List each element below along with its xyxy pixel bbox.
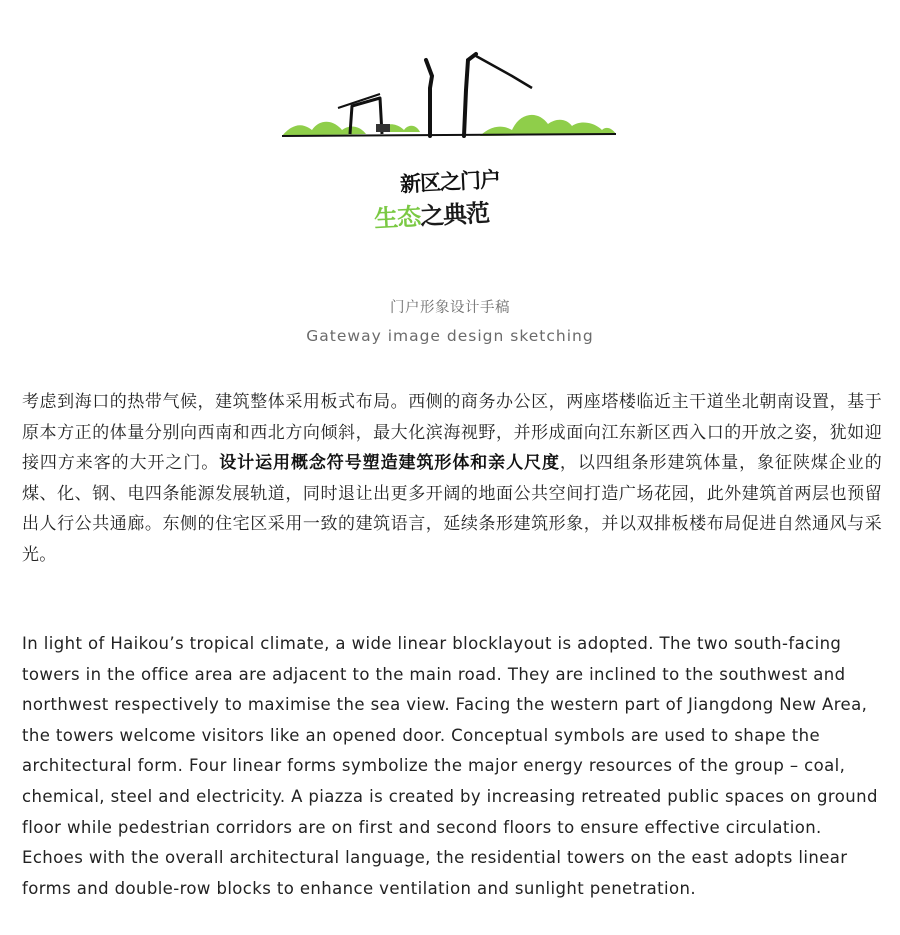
sketch-right-tower: [464, 54, 476, 136]
slogan-line-2: [373, 193, 490, 234]
slogan-line-1: 新区之门户: [399, 166, 501, 197]
paragraph-chinese: [22, 387, 882, 570]
sketch-right-tower-roof: [476, 56, 532, 88]
caption-english: Gateway image design sketching: [306, 327, 594, 345]
caption-chinese: 门户形象设计手稿: [390, 300, 510, 316]
slogan-green-text: 生态: [373, 201, 421, 233]
sketch-main-tower: [426, 60, 432, 136]
paragraph-chinese-bold: 设计运用概念符号塑造建筑形体和亲人尺度: [219, 453, 560, 473]
sketch-vegetation-right: [480, 115, 616, 136]
paragraph-chinese-part2: ，以四组条形建筑体量，象征陕煤企业的煤、化、钢、电四条能源发展轨道，同时退让出更多开阔的地面公共空间打造广场花园，此外建筑首两层也预留出人行公共通廊。东侧的住宅区采用一致的建筑语言，延续条形建筑形象，并以双排板楼布局促进自然通风与采光。: [22, 453, 882, 565]
slogan-rest-text: 之典范: [419, 198, 490, 231]
sketch-mid-block: [376, 124, 390, 132]
paragraph-chinese-part1: 考虑到海口的热带气候，建筑整体采用板式布局。西侧的商务办公区，两座塔楼临近主干道坐北朝南设置，基于原本方正的体量分别向西南和西北方向倾斜，最大化滨海视野，并形成面向江东新区西入口的开放之姿，犹如迎接四方来客的大开之门。: [22, 392, 882, 473]
sketch-vegetation-left: [282, 122, 366, 136]
paragraph-english: In light of Haikou’s tropical climate, a wide linear blocklayout is adopted. The two south-facing towers in the office area are adjacent to the main road. They are inclined to the southwest and northwest respectively to maximise the sea view. Facing the western part of Jiangdong New Area, the towers welcome visitors like an opened door. Conceptual symbols are used to shape the architectural form. Four linear forms symbolize the major energy resources of the group – coal, chemical, steel and electricity. A piazza is created by increasing retreated public spaces on ground floor while pedestrian corridors are on first and second floors to ensure effective circulation. Echoes with the overall architectural language, the residential towers on the east adopts linear forms and double-row blocks to enhance ventilation and sunlight penetration.: [22, 634, 878, 898]
